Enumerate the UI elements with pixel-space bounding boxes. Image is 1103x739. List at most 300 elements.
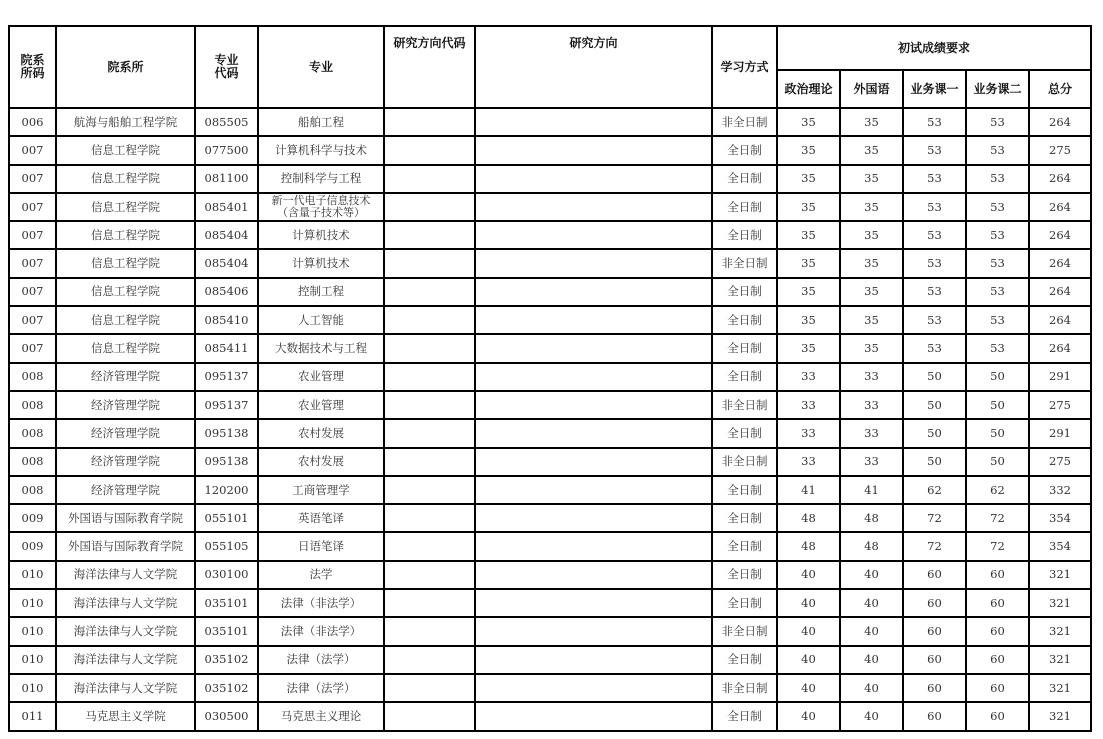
cell-foreign-language: 33 <box>840 419 903 447</box>
cell-direction-code <box>384 448 475 476</box>
cell-dept: 经济管理学院 <box>56 476 195 504</box>
cell-study-mode: 全日制 <box>712 702 777 730</box>
cell-total: 332 <box>1029 476 1091 504</box>
table-row <box>9 221 1091 249</box>
cell-direction-code <box>384 221 475 249</box>
cell-study-mode: 全日制 <box>712 504 777 532</box>
cell-direction <box>475 702 712 730</box>
cell-politics: 35 <box>777 108 840 136</box>
table-row <box>9 391 1091 419</box>
cell-direction <box>475 165 712 193</box>
cell-course2: 72 <box>966 504 1029 532</box>
cell-dept: 海洋法律与人文学院 <box>56 589 195 617</box>
cell-dept-code: 007 <box>9 193 56 221</box>
cell-direction <box>475 108 712 136</box>
cell-course2: 62 <box>966 476 1029 504</box>
cell-politics: 40 <box>777 589 840 617</box>
cell-foreign-language: 41 <box>840 476 903 504</box>
cell-direction-code <box>384 165 475 193</box>
cell-foreign-language: 35 <box>840 306 903 334</box>
cell-course1: 60 <box>903 617 966 645</box>
cell-direction-code <box>384 419 475 447</box>
table-row <box>9 504 1091 532</box>
cell-course2: 60 <box>966 702 1029 730</box>
cell-major: 农业管理 <box>258 363 384 391</box>
cell-study-mode: 全日制 <box>712 334 777 362</box>
admission-score-table <box>8 25 1092 732</box>
cell-foreign-language: 48 <box>840 532 903 560</box>
cell-dept-code: 008 <box>9 391 56 419</box>
cell-politics: 33 <box>777 363 840 391</box>
header-score-requirements: 初试成绩要求 <box>777 26 1091 70</box>
cell-total: 264 <box>1029 193 1091 221</box>
cell-dept-code: 010 <box>9 646 56 674</box>
header-major-code: 专业 代码 <box>195 26 258 108</box>
table-row <box>9 108 1091 136</box>
cell-dept-code: 011 <box>9 702 56 730</box>
cell-direction <box>475 419 712 447</box>
cell-dept-code: 008 <box>9 363 56 391</box>
cell-total: 264 <box>1029 334 1091 362</box>
cell-course1: 62 <box>903 476 966 504</box>
cell-foreign-language: 35 <box>840 108 903 136</box>
cell-total: 354 <box>1029 504 1091 532</box>
cell-major: 控制科学与工程 <box>258 165 384 193</box>
cell-direction <box>475 249 712 277</box>
table-row <box>9 674 1091 702</box>
cell-major-code: 095137 <box>195 391 258 419</box>
cell-dept-code: 010 <box>9 589 56 617</box>
table-row <box>9 363 1091 391</box>
header-total: 总分 <box>1029 70 1091 108</box>
cell-direction <box>475 334 712 362</box>
cell-course1: 50 <box>903 363 966 391</box>
cell-dept-code: 007 <box>9 306 56 334</box>
cell-total: 291 <box>1029 363 1091 391</box>
cell-dept: 航海与船舶工程学院 <box>56 108 195 136</box>
cell-study-mode: 非全日制 <box>712 448 777 476</box>
cell-direction-code <box>384 363 475 391</box>
cell-foreign-language: 35 <box>840 193 903 221</box>
cell-direction <box>475 561 712 589</box>
table-body <box>9 108 1091 731</box>
header-dept-code: 院系 所码 <box>9 26 56 108</box>
cell-direction-code <box>384 702 475 730</box>
cell-dept: 经济管理学院 <box>56 363 195 391</box>
cell-study-mode: 非全日制 <box>712 391 777 419</box>
cell-politics: 40 <box>777 617 840 645</box>
cell-total: 321 <box>1029 561 1091 589</box>
cell-foreign-language: 35 <box>840 334 903 362</box>
cell-course1: 72 <box>903 532 966 560</box>
cell-direction-code <box>384 391 475 419</box>
cell-course1: 60 <box>903 589 966 617</box>
cell-direction-code <box>384 136 475 164</box>
cell-direction-code <box>384 532 475 560</box>
cell-foreign-language: 48 <box>840 504 903 532</box>
cell-major: 英语笔译 <box>258 504 384 532</box>
cell-study-mode: 全日制 <box>712 532 777 560</box>
cell-direction-code <box>384 476 475 504</box>
table-row <box>9 334 1091 362</box>
cell-major: 日语笔译 <box>258 532 384 560</box>
cell-major-code: 085406 <box>195 278 258 306</box>
cell-major: 计算机科学与技术 <box>258 136 384 164</box>
cell-direction <box>475 476 712 504</box>
cell-total: 321 <box>1029 674 1091 702</box>
cell-direction <box>475 646 712 674</box>
cell-course1: 60 <box>903 561 966 589</box>
cell-dept: 信息工程学院 <box>56 306 195 334</box>
table-row <box>9 193 1091 221</box>
cell-direction-code <box>384 617 475 645</box>
cell-course1: 53 <box>903 221 966 249</box>
cell-foreign-language: 33 <box>840 363 903 391</box>
cell-major-code: 030500 <box>195 702 258 730</box>
cell-politics: 40 <box>777 674 840 702</box>
cell-total: 264 <box>1029 278 1091 306</box>
cell-dept-code: 007 <box>9 136 56 164</box>
cell-politics: 33 <box>777 419 840 447</box>
cell-direction-code <box>384 334 475 362</box>
cell-foreign-language: 40 <box>840 702 903 730</box>
cell-dept-code: 010 <box>9 617 56 645</box>
cell-major-code: 095138 <box>195 419 258 447</box>
cell-dept-code: 006 <box>9 108 56 136</box>
cell-course1: 53 <box>903 278 966 306</box>
cell-course2: 50 <box>966 391 1029 419</box>
table-row <box>9 448 1091 476</box>
cell-major: 船舶工程 <box>258 108 384 136</box>
cell-dept: 信息工程学院 <box>56 278 195 306</box>
cell-major-code: 095137 <box>195 363 258 391</box>
cell-dept-code: 007 <box>9 334 56 362</box>
cell-foreign-language: 40 <box>840 561 903 589</box>
cell-major-code: 055105 <box>195 532 258 560</box>
cell-direction <box>475 278 712 306</box>
cell-study-mode: 全日制 <box>712 165 777 193</box>
cell-dept-code: 008 <box>9 448 56 476</box>
cell-direction <box>475 617 712 645</box>
cell-study-mode: 全日制 <box>712 561 777 589</box>
cell-politics: 35 <box>777 249 840 277</box>
cell-total: 264 <box>1029 306 1091 334</box>
cell-dept-code: 009 <box>9 504 56 532</box>
cell-total: 321 <box>1029 646 1091 674</box>
cell-politics: 33 <box>777 391 840 419</box>
cell-dept: 海洋法律与人文学院 <box>56 646 195 674</box>
cell-course1: 50 <box>903 448 966 476</box>
cell-direction <box>475 504 712 532</box>
cell-politics: 35 <box>777 221 840 249</box>
cell-course1: 72 <box>903 504 966 532</box>
cell-study-mode: 全日制 <box>712 419 777 447</box>
cell-course2: 60 <box>966 674 1029 702</box>
cell-major-code: 035101 <box>195 617 258 645</box>
cell-politics: 35 <box>777 193 840 221</box>
cell-direction <box>475 448 712 476</box>
cell-major-code: 085404 <box>195 249 258 277</box>
cell-direction-code <box>384 504 475 532</box>
cell-politics: 35 <box>777 165 840 193</box>
cell-total: 275 <box>1029 391 1091 419</box>
cell-foreign-language: 40 <box>840 617 903 645</box>
cell-dept: 马克思主义学院 <box>56 702 195 730</box>
cell-major: 法律（非法学） <box>258 589 384 617</box>
cell-total: 321 <box>1029 702 1091 730</box>
cell-politics: 35 <box>777 136 840 164</box>
cell-direction-code <box>384 249 475 277</box>
cell-course2: 53 <box>966 306 1029 334</box>
cell-direction <box>475 306 712 334</box>
cell-course2: 53 <box>966 108 1029 136</box>
cell-study-mode: 全日制 <box>712 363 777 391</box>
cell-major-code: 035101 <box>195 589 258 617</box>
cell-direction <box>475 136 712 164</box>
cell-major-code: 120200 <box>195 476 258 504</box>
cell-politics: 35 <box>777 306 840 334</box>
cell-total: 321 <box>1029 589 1091 617</box>
cell-total: 275 <box>1029 448 1091 476</box>
cell-dept: 信息工程学院 <box>56 249 195 277</box>
table-row <box>9 249 1091 277</box>
cell-dept-code: 007 <box>9 278 56 306</box>
cell-major: 农业管理 <box>258 391 384 419</box>
header-dept: 院系所 <box>56 26 195 108</box>
cell-foreign-language: 35 <box>840 221 903 249</box>
cell-study-mode: 全日制 <box>712 646 777 674</box>
cell-total: 264 <box>1029 108 1091 136</box>
cell-foreign-language: 40 <box>840 674 903 702</box>
cell-total: 275 <box>1029 136 1091 164</box>
cell-dept-code: 008 <box>9 476 56 504</box>
cell-politics: 35 <box>777 334 840 362</box>
cell-course2: 50 <box>966 448 1029 476</box>
cell-dept: 海洋法律与人文学院 <box>56 561 195 589</box>
cell-dept: 信息工程学院 <box>56 193 195 221</box>
cell-direction-code <box>384 674 475 702</box>
cell-course2: 60 <box>966 561 1029 589</box>
table-row <box>9 702 1091 730</box>
cell-major: 大数据技术与工程 <box>258 334 384 362</box>
table-row <box>9 532 1091 560</box>
cell-dept: 经济管理学院 <box>56 448 195 476</box>
cell-dept: 经济管理学院 <box>56 419 195 447</box>
cell-total: 264 <box>1029 165 1091 193</box>
cell-study-mode: 全日制 <box>712 306 777 334</box>
cell-course1: 53 <box>903 165 966 193</box>
cell-course1: 53 <box>903 108 966 136</box>
cell-direction-code <box>384 306 475 334</box>
cell-major-code: 085505 <box>195 108 258 136</box>
cell-major: 人工智能 <box>258 306 384 334</box>
cell-dept: 经济管理学院 <box>56 391 195 419</box>
table-row <box>9 589 1091 617</box>
cell-course2: 53 <box>966 334 1029 362</box>
cell-study-mode: 全日制 <box>712 221 777 249</box>
cell-course2: 53 <box>966 136 1029 164</box>
cell-major: 工商管理学 <box>258 476 384 504</box>
cell-politics: 40 <box>777 702 840 730</box>
cell-major-code: 085411 <box>195 334 258 362</box>
cell-major: 农村发展 <box>258 448 384 476</box>
cell-dept-code: 009 <box>9 532 56 560</box>
cell-direction <box>475 589 712 617</box>
cell-major: 计算机技术 <box>258 249 384 277</box>
cell-course2: 60 <box>966 617 1029 645</box>
cell-foreign-language: 40 <box>840 646 903 674</box>
cell-major: 法律（非法学） <box>258 617 384 645</box>
cell-direction <box>475 193 712 221</box>
cell-major-code: 085404 <box>195 221 258 249</box>
cell-direction <box>475 221 712 249</box>
table-row <box>9 278 1091 306</box>
cell-study-mode: 全日制 <box>712 476 777 504</box>
cell-direction-code <box>384 278 475 306</box>
cell-dept: 外国语与国际教育学院 <box>56 532 195 560</box>
cell-major-code: 030100 <box>195 561 258 589</box>
cell-total: 291 <box>1029 419 1091 447</box>
header-course2: 业务课二 <box>966 70 1029 108</box>
cell-course1: 53 <box>903 249 966 277</box>
cell-major: 法学 <box>258 561 384 589</box>
cell-major: 计算机技术 <box>258 221 384 249</box>
cell-study-mode: 全日制 <box>712 589 777 617</box>
header-major: 专业 <box>258 26 384 108</box>
header-direction-code: 研究方向代码 <box>384 26 475 108</box>
header-study-mode: 学习方式 <box>712 26 777 108</box>
cell-study-mode: 全日制 <box>712 193 777 221</box>
cell-course1: 50 <box>903 419 966 447</box>
cell-politics: 35 <box>777 278 840 306</box>
cell-course1: 60 <box>903 646 966 674</box>
cell-total: 264 <box>1029 249 1091 277</box>
cell-direction-code <box>384 561 475 589</box>
cell-course2: 53 <box>966 193 1029 221</box>
header-politics: 政治理论 <box>777 70 840 108</box>
cell-course2: 53 <box>966 221 1029 249</box>
cell-dept: 信息工程学院 <box>56 334 195 362</box>
cell-major-code: 095138 <box>195 448 258 476</box>
cell-major-code: 035102 <box>195 674 258 702</box>
cell-dept-code: 007 <box>9 165 56 193</box>
cell-study-mode: 非全日制 <box>712 249 777 277</box>
cell-course1: 60 <box>903 674 966 702</box>
header-foreign-language: 外国语 <box>840 70 903 108</box>
cell-course2: 72 <box>966 532 1029 560</box>
cell-politics: 33 <box>777 448 840 476</box>
table-row <box>9 561 1091 589</box>
cell-dept-code: 008 <box>9 419 56 447</box>
cell-major: 农村发展 <box>258 419 384 447</box>
cell-major-code: 035102 <box>195 646 258 674</box>
cell-course2: 60 <box>966 646 1029 674</box>
cell-course1: 53 <box>903 306 966 334</box>
cell-politics: 40 <box>777 646 840 674</box>
cell-dept: 海洋法律与人文学院 <box>56 674 195 702</box>
cell-direction-code <box>384 646 475 674</box>
cell-foreign-language: 35 <box>840 165 903 193</box>
cell-direction <box>475 674 712 702</box>
cell-dept: 信息工程学院 <box>56 221 195 249</box>
cell-major: 控制工程 <box>258 278 384 306</box>
cell-foreign-language: 35 <box>840 249 903 277</box>
cell-major: 新一代电子信息技术（含量子技术等） <box>258 193 384 221</box>
cell-direction <box>475 391 712 419</box>
cell-foreign-language: 35 <box>840 136 903 164</box>
cell-course2: 53 <box>966 278 1029 306</box>
cell-course1: 50 <box>903 391 966 419</box>
cell-major-code: 085410 <box>195 306 258 334</box>
cell-direction <box>475 532 712 560</box>
cell-politics: 48 <box>777 504 840 532</box>
cell-course2: 53 <box>966 165 1029 193</box>
cell-study-mode: 全日制 <box>712 278 777 306</box>
cell-course1: 53 <box>903 193 966 221</box>
cell-dept-code: 010 <box>9 674 56 702</box>
cell-course2: 50 <box>966 363 1029 391</box>
cell-major-code: 055101 <box>195 504 258 532</box>
cell-direction-code <box>384 108 475 136</box>
cell-politics: 40 <box>777 561 840 589</box>
cell-study-mode: 非全日制 <box>712 674 777 702</box>
cell-major-code: 081100 <box>195 165 258 193</box>
table-row <box>9 617 1091 645</box>
table-row <box>9 419 1091 447</box>
table-row <box>9 165 1091 193</box>
cell-dept: 信息工程学院 <box>56 136 195 164</box>
cell-dept-code: 007 <box>9 249 56 277</box>
cell-major: 法律（法学） <box>258 646 384 674</box>
cell-course2: 50 <box>966 419 1029 447</box>
cell-course1: 53 <box>903 136 966 164</box>
cell-foreign-language: 40 <box>840 589 903 617</box>
table-row <box>9 136 1091 164</box>
cell-dept: 信息工程学院 <box>56 165 195 193</box>
cell-study-mode: 全日制 <box>712 136 777 164</box>
cell-total: 321 <box>1029 617 1091 645</box>
cell-major: 马克思主义理论 <box>258 702 384 730</box>
cell-politics: 48 <box>777 532 840 560</box>
cell-major-code: 085401 <box>195 193 258 221</box>
cell-course2: 60 <box>966 589 1029 617</box>
cell-direction <box>475 363 712 391</box>
cell-dept-code: 010 <box>9 561 56 589</box>
cell-direction-code <box>384 193 475 221</box>
cell-dept: 海洋法律与人文学院 <box>56 617 195 645</box>
cell-major-code: 077500 <box>195 136 258 164</box>
cell-direction-code <box>384 589 475 617</box>
cell-course1: 60 <box>903 702 966 730</box>
cell-course2: 53 <box>966 249 1029 277</box>
header-direction: 研究方向 <box>475 26 712 108</box>
table-row <box>9 476 1091 504</box>
cell-total: 354 <box>1029 532 1091 560</box>
cell-dept: 外国语与国际教育学院 <box>56 504 195 532</box>
cell-study-mode: 非全日制 <box>712 108 777 136</box>
cell-foreign-language: 33 <box>840 448 903 476</box>
cell-course1: 53 <box>903 334 966 362</box>
table-row <box>9 646 1091 674</box>
cell-politics: 41 <box>777 476 840 504</box>
cell-foreign-language: 35 <box>840 278 903 306</box>
cell-major: 法律（法学） <box>258 674 384 702</box>
cell-study-mode: 非全日制 <box>712 617 777 645</box>
header-course1: 业务课一 <box>903 70 966 108</box>
cell-dept-code: 007 <box>9 221 56 249</box>
cell-total: 264 <box>1029 221 1091 249</box>
cell-foreign-language: 33 <box>840 391 903 419</box>
